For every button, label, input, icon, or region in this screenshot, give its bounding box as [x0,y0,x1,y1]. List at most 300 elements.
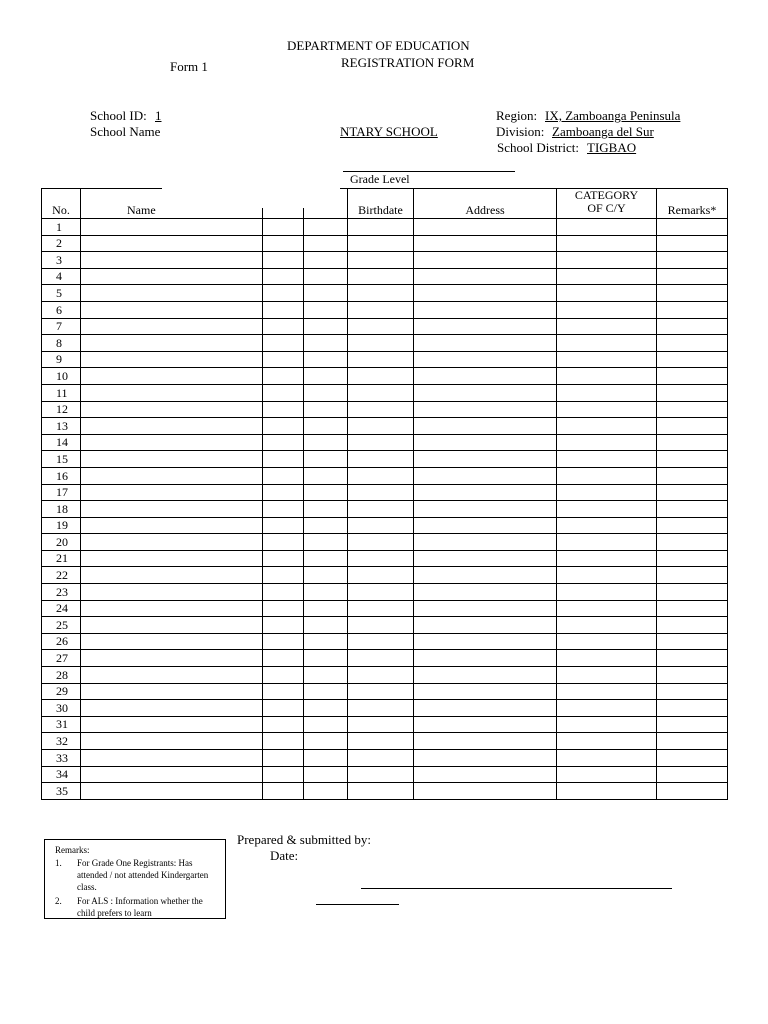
table-cell[interactable] [263,600,304,617]
table-cell[interactable] [304,716,348,733]
table-cell[interactable] [557,633,657,650]
table-cell[interactable] [81,550,263,567]
table-cell[interactable] [557,683,657,700]
table-row [42,484,728,501]
table-cell[interactable] [414,600,557,617]
table-cell[interactable] [657,368,728,385]
table-cell[interactable] [557,252,657,269]
table-cell[interactable] [557,700,657,717]
remarks-item1-number: 1. [55,858,62,868]
table-cell[interactable] [414,633,557,650]
prepared-label: Prepared & submitted by: [237,832,371,847]
date-line [316,904,399,905]
table-cell[interactable] [81,617,263,634]
division-label: Division: [496,124,545,139]
table-cell[interactable] [657,517,728,534]
table-cell[interactable] [81,351,263,368]
table-cell[interactable] [657,219,728,236]
table-cell[interactable] [657,501,728,518]
table-cell[interactable] [263,517,304,534]
table-cell[interactable] [348,285,414,302]
table-row [42,351,728,368]
table-cell[interactable] [557,766,657,783]
table-cell[interactable] [263,484,304,501]
table-cell[interactable] [557,733,657,750]
table-cell[interactable] [557,716,657,733]
row-number: 19 [42,517,81,534]
table-cell[interactable] [348,301,414,318]
row-number: 20 [42,534,81,551]
table-cell[interactable] [348,384,414,401]
table-cell[interactable] [414,716,557,733]
table-cell[interactable] [263,783,304,800]
table-cell[interactable] [263,401,304,418]
table-cell[interactable] [304,600,348,617]
table-cell[interactable] [304,700,348,717]
table-cell[interactable] [657,766,728,783]
table-cell[interactable] [304,252,348,269]
table-cell[interactable] [304,683,348,700]
table-cell[interactable] [304,434,348,451]
table-cell[interactable] [348,318,414,335]
table-cell[interactable] [304,467,348,484]
table-cell[interactable] [263,335,304,352]
table-cell[interactable] [304,418,348,435]
table-cell[interactable] [657,301,728,318]
table-cell[interactable] [414,268,557,285]
table-cell[interactable] [557,467,657,484]
table-cell[interactable] [81,534,263,551]
table-cell[interactable] [348,750,414,767]
table-cell[interactable] [348,733,414,750]
row-number: 33 [42,750,81,767]
table-cell[interactable] [657,600,728,617]
table-row [42,318,728,335]
table-cell[interactable] [304,667,348,684]
table-cell[interactable] [81,501,263,518]
table-cell[interactable] [557,600,657,617]
row-number: 7 [42,318,81,335]
table-cell[interactable] [657,451,728,468]
table-cell[interactable] [557,418,657,435]
table-row [42,667,728,684]
table-cell[interactable] [557,301,657,318]
table-cell[interactable] [414,766,557,783]
table-cell[interactable] [263,584,304,601]
table-cell[interactable] [304,301,348,318]
table-cell[interactable] [263,534,304,551]
table-cell[interactable] [414,683,557,700]
table-cell[interactable] [348,550,414,567]
table-cell[interactable] [557,268,657,285]
row-number: 29 [42,683,81,700]
table-cell[interactable] [304,268,348,285]
header-address: Address [414,189,557,219]
table-cell[interactable] [657,484,728,501]
table-cell[interactable] [81,335,263,352]
table-cell[interactable] [263,501,304,518]
table-cell[interactable] [414,584,557,601]
table-cell[interactable] [263,285,304,302]
table-cell[interactable] [414,733,557,750]
table-cell[interactable] [414,219,557,236]
table-cell[interactable] [81,235,263,252]
table-cell[interactable] [657,351,728,368]
table-cell[interactable] [304,750,348,767]
table-cell[interactable] [414,384,557,401]
table-cell[interactable] [657,683,728,700]
table-cell[interactable] [348,235,414,252]
table-cell[interactable] [414,667,557,684]
table-row [42,368,728,385]
table-cell[interactable] [81,219,263,236]
table-cell[interactable] [263,467,304,484]
table-cell[interactable] [263,766,304,783]
table-cell[interactable] [304,766,348,783]
table-row [42,750,728,767]
table-cell[interactable] [348,418,414,435]
table-cell[interactable] [81,484,263,501]
table-cell[interactable] [81,368,263,385]
table-cell[interactable] [304,351,348,368]
row-number: 10 [42,368,81,385]
table-cell[interactable] [657,567,728,584]
table-cell[interactable] [304,567,348,584]
table-cell[interactable] [263,384,304,401]
table-cell[interactable] [414,567,557,584]
table-row [42,219,728,236]
table-cell[interactable] [414,650,557,667]
table-cell[interactable] [657,700,728,717]
table-cell[interactable] [414,617,557,634]
table-cell[interactable] [348,617,414,634]
table-row [42,517,728,534]
table-body [42,219,728,800]
table-cell[interactable] [304,633,348,650]
table-row [42,268,728,285]
table-cell[interactable] [304,584,348,601]
table-cell[interactable] [657,235,728,252]
table-cell[interactable] [304,335,348,352]
table-cell[interactable] [657,401,728,418]
table-cell[interactable] [348,268,414,285]
table-cell[interactable] [81,716,263,733]
row-number: 27 [42,650,81,667]
table-cell[interactable] [263,268,304,285]
table-cell[interactable] [81,418,263,435]
table-cell[interactable] [414,517,557,534]
table-cell[interactable] [557,335,657,352]
table-cell[interactable] [348,219,414,236]
table-cell[interactable] [348,584,414,601]
district-label: School District: [497,140,579,155]
table-cell[interactable] [263,235,304,252]
table-cell[interactable] [657,534,728,551]
table-cell[interactable] [414,235,557,252]
table-cell[interactable] [557,501,657,518]
table-cell[interactable] [414,401,557,418]
table-cell[interactable] [557,550,657,567]
table-cell[interactable] [263,617,304,634]
table-cell[interactable] [414,418,557,435]
row-number: 4 [42,268,81,285]
table-cell[interactable] [81,434,263,451]
table-cell[interactable] [81,384,263,401]
table-cell[interactable] [81,650,263,667]
department-title: DEPARTMENT OF EDUCATION [287,38,470,53]
registration-table [41,188,728,800]
district-value: TIGBAO [587,140,637,155]
table-cell[interactable] [657,716,728,733]
table-cell[interactable] [304,368,348,385]
table-cell[interactable] [414,550,557,567]
table-cell[interactable] [263,633,304,650]
table-cell[interactable] [81,667,263,684]
table-cell[interactable] [557,617,657,634]
table-cell[interactable] [263,301,304,318]
table-cell[interactable] [348,534,414,551]
table-cell[interactable] [657,384,728,401]
table-cell[interactable] [657,667,728,684]
table-row [42,335,728,352]
table-cell[interactable] [414,252,557,269]
grade-level-label: Grade Level [350,172,410,186]
table-cell[interactable] [657,335,728,352]
table-cell[interactable] [414,335,557,352]
table-cell[interactable] [414,484,557,501]
table-cell[interactable] [414,750,557,767]
table-cell[interactable] [263,683,304,700]
table-cell[interactable] [348,766,414,783]
table-cell[interactable] [263,667,304,684]
table-cell[interactable] [348,467,414,484]
row-number: 6 [42,301,81,318]
table-cell[interactable] [81,285,263,302]
table-cell[interactable] [414,783,557,800]
table-cell[interactable] [304,285,348,302]
division-value: Zamboanga del Sur [552,124,654,139]
table-cell[interactable] [557,534,657,551]
table-cell[interactable] [414,318,557,335]
date-label: Date: [270,848,299,863]
table-cell[interactable] [557,219,657,236]
row-number: 3 [42,252,81,269]
table-cell[interactable] [414,434,557,451]
table-cell[interactable] [304,484,348,501]
table-cell[interactable] [414,534,557,551]
table-cell[interactable] [81,600,263,617]
table-cell[interactable] [81,252,263,269]
table-cell[interactable] [414,501,557,518]
table-cell[interactable] [348,633,414,650]
table-cell[interactable] [348,484,414,501]
table-cell[interactable] [81,401,263,418]
table-cell[interactable] [263,318,304,335]
table-cell[interactable] [657,617,728,634]
table-cell[interactable] [348,351,414,368]
table-cell[interactable] [657,783,728,800]
table-cell[interactable] [304,451,348,468]
row-number: 23 [42,584,81,601]
table-cell[interactable] [657,633,728,650]
table-cell[interactable] [557,434,657,451]
table-cell[interactable] [81,783,263,800]
table-cell[interactable] [557,667,657,684]
table-cell[interactable] [304,783,348,800]
table-cell[interactable] [304,534,348,551]
table-cell[interactable] [81,633,263,650]
table-cell[interactable] [81,451,263,468]
table-row [42,633,728,650]
table-row [42,534,728,551]
table-cell[interactable] [348,517,414,534]
table-cell[interactable] [263,650,304,667]
table-cell[interactable] [81,766,263,783]
table-cell[interactable] [348,650,414,667]
school-id-value: 1 [155,108,162,123]
table-cell[interactable] [657,550,728,567]
header-overlay [162,150,340,208]
table-cell[interactable] [348,451,414,468]
row-number: 16 [42,467,81,484]
table-cell[interactable] [657,467,728,484]
table-cell[interactable] [348,252,414,269]
table-cell[interactable] [263,567,304,584]
table-cell[interactable] [557,451,657,468]
table-cell[interactable] [81,700,263,717]
remarks-item2-number: 2. [55,896,62,906]
row-number: 18 [42,501,81,518]
table-cell[interactable] [304,501,348,518]
table-cell[interactable] [304,733,348,750]
table-cell[interactable] [348,335,414,352]
row-number: 13 [42,418,81,435]
table-cell[interactable] [557,401,657,418]
table-cell[interactable] [81,567,263,584]
table-cell[interactable] [263,750,304,767]
table-cell[interactable] [557,650,657,667]
table-cell[interactable] [263,219,304,236]
table-cell[interactable] [81,750,263,767]
table-cell[interactable] [657,318,728,335]
table-cell[interactable] [304,219,348,236]
table-cell[interactable] [414,451,557,468]
table-cell[interactable] [304,650,348,667]
table-cell[interactable] [263,252,304,269]
table-cell[interactable] [557,235,657,252]
table-cell[interactable] [304,235,348,252]
row-number: 8 [42,335,81,352]
table-cell[interactable] [348,600,414,617]
row-number: 17 [42,484,81,501]
table-cell[interactable] [263,368,304,385]
table-cell[interactable] [81,301,263,318]
table-cell[interactable] [657,434,728,451]
table-cell[interactable] [557,584,657,601]
table-cell[interactable] [657,733,728,750]
table-cell[interactable] [81,268,263,285]
table-cell[interactable] [263,550,304,567]
table-cell[interactable] [348,368,414,385]
table-row [42,285,728,302]
table-cell[interactable] [348,434,414,451]
table-cell[interactable] [304,550,348,567]
table-cell[interactable] [348,401,414,418]
table-cell[interactable] [348,667,414,684]
table-cell[interactable] [414,351,557,368]
table-cell[interactable] [557,384,657,401]
table-cell[interactable] [414,368,557,385]
table-cell[interactable] [348,683,414,700]
table-cell[interactable] [414,301,557,318]
table-cell[interactable] [657,268,728,285]
table-cell[interactable] [657,584,728,601]
remarks-item1-text: For Grade One Registrants: Has attended / not attended Kindergarten class. [77,858,209,892]
table-cell[interactable] [263,716,304,733]
table-cell[interactable] [348,716,414,733]
table-cell[interactable] [557,750,657,767]
table-cell[interactable] [348,501,414,518]
table-cell[interactable] [263,351,304,368]
table-cell[interactable] [81,733,263,750]
table-cell[interactable] [348,700,414,717]
table-cell[interactable] [557,484,657,501]
table-row [42,550,728,567]
table-cell[interactable] [557,285,657,302]
table-cell[interactable] [557,318,657,335]
table-row [42,401,728,418]
table-cell[interactable] [657,750,728,767]
remarks-box [44,839,226,919]
table-cell[interactable] [304,401,348,418]
table-cell[interactable] [263,434,304,451]
table-row [42,600,728,617]
table-cell[interactable] [263,418,304,435]
table-cell[interactable] [263,700,304,717]
table-cell[interactable] [81,683,263,700]
table-cell[interactable] [557,368,657,385]
table-cell[interactable] [657,252,728,269]
table-cell[interactable] [263,451,304,468]
table-cell[interactable] [81,318,263,335]
table-cell[interactable] [557,567,657,584]
table-cell[interactable] [657,285,728,302]
table-cell[interactable] [414,285,557,302]
table-cell[interactable] [557,783,657,800]
table-cell[interactable] [304,384,348,401]
table-cell[interactable] [414,700,557,717]
table-cell[interactable] [263,733,304,750]
table-header-row [42,189,728,219]
table-cell[interactable] [304,617,348,634]
table-cell[interactable] [557,517,657,534]
table-cell[interactable] [348,783,414,800]
row-number: 21 [42,550,81,567]
table-cell[interactable] [414,467,557,484]
table-cell[interactable] [81,584,263,601]
table-cell[interactable] [81,517,263,534]
table-cell[interactable] [304,517,348,534]
table-cell[interactable] [81,467,263,484]
table-row [42,584,728,601]
table-cell[interactable] [304,318,348,335]
table-row [42,384,728,401]
table-cell[interactable] [657,418,728,435]
table-row [42,650,728,667]
table-cell[interactable] [348,567,414,584]
table-cell[interactable] [557,351,657,368]
table-cell[interactable] [657,650,728,667]
